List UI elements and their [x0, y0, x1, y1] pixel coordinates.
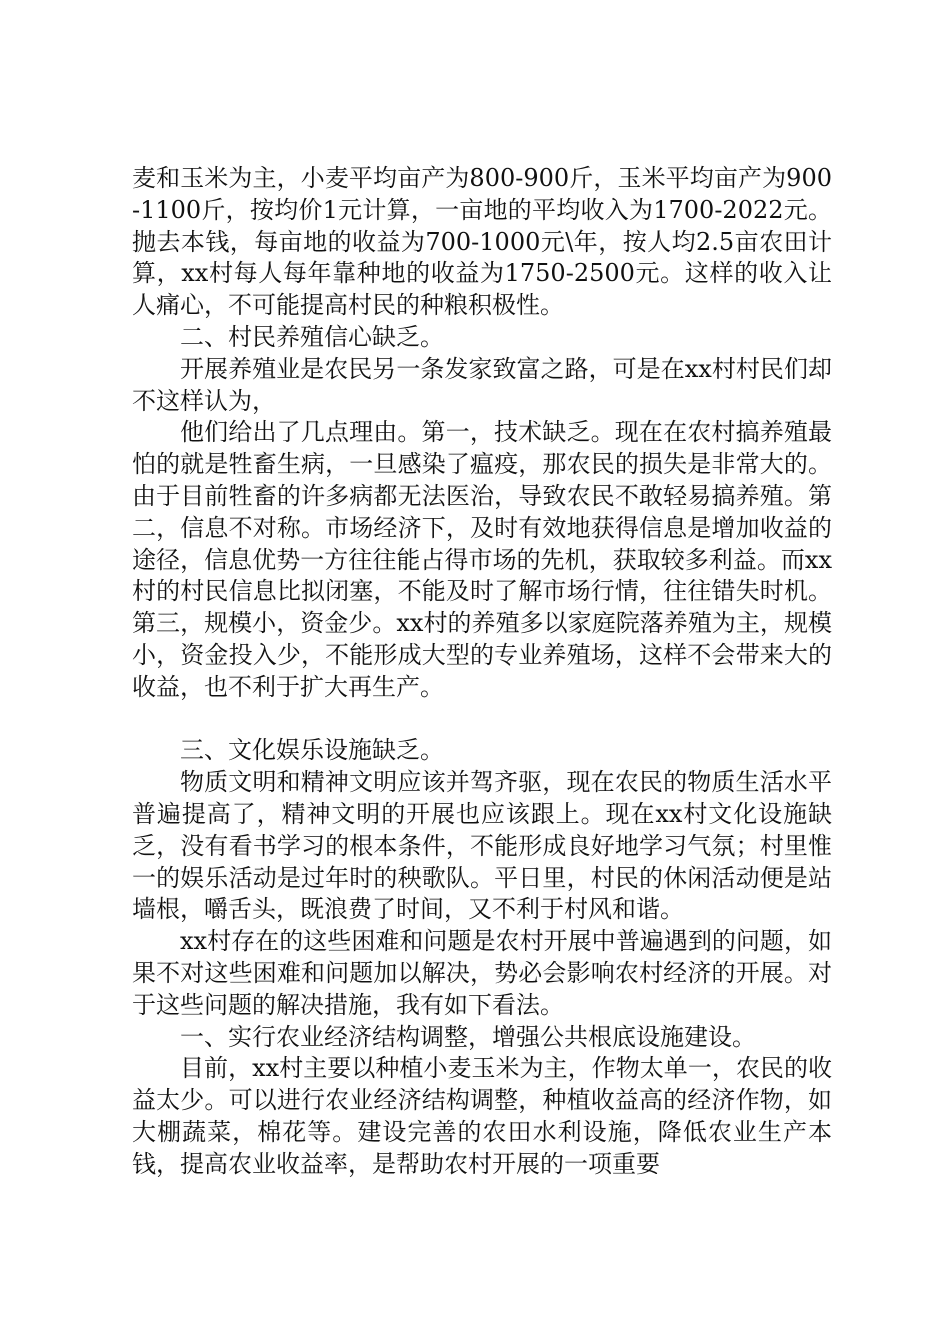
paragraph-breeding-reasons: 他们给出了几点理由。第一，技术缺乏。现在在农村搞养殖最怕的就是牲畜生病，一旦感染了瘟疫，那农民的损失是非常大的。由于目前牲畜的许多病都无法医治，导致农民不敢轻易搞养殖。第二，信息不对称。市场经济下，及时有效地获得信息是增加收益的途径，信息优势一方往往能占得市场的先机，获取较多利益。而xx村的村民信息比拟闭塞，不能及时了解市场行情，往往错失时机。第三，规模小，资金少。xx村的养殖多以家庭院落养殖为主，规模小，资金投入少，不能形成大型的专业养殖场，这样不会带来大的收益，也不利于扩大再生产。: [132, 418, 832, 701]
paragraph-breeding-intro: 开展养殖业是农民另一条发家致富之路，可是在xx村村民们却不这样认为，: [132, 354, 832, 415]
heading-section-3-culture: 三、文化娱乐设施缺乏。: [180, 736, 444, 765]
blank-line: [132, 704, 832, 736]
heading-section-2-breeding: 二、村民养殖信心缺乏。: [180, 322, 444, 351]
paragraph-problems-summary: xx村存在的这些困难和问题是农村开展中普遍遇到的问题，如果不对这些困难和问题加以解决，势必会影响农村经济的开展。对于这些问题的解决措施，我有如下看法。: [132, 927, 832, 1019]
document-page: [132, 163, 832, 1181]
heading-measure-1: 一、实行农业经济结构调整，增强公共根底设施建设。: [180, 1022, 756, 1051]
paragraph-continuation-farming-income: 麦和玉米为主，小麦平均亩产为800-900斤，玉米平均亩产为900-1100斤，按均价1元计算，一亩地的平均收入为1700-2022元。抛去本钱，每亩地的收益为700-1000元\年，按人均2.5亩农田计算，xx村每人每年靠种地的收益为1750-2500元。这样的收入让人痛心，不可能提高村民的种粮积极性。: [132, 164, 832, 320]
paragraph-structure-adjustment: 目前，xx村主要以种植小麦玉米为主，作物太单一，农民的收益太少。可以进行农业经济结构调整，种植收益高的经济作物，如大棚蔬菜，棉花等。建设完善的农田水利设施，降低农业生产本钱，提高农业收益率，是帮助农村开展的一项重要: [132, 1054, 832, 1178]
paragraph-culture-facilities: 物质文明和精神文明应该并驾齐驱，现在农民的物质生活水平普遍提高了，精神文明的开展也应该跟上。现在xx村文化设施缺乏，没有看书学习的根本条件，不能形成良好地学习气氛；村里惟一的娱乐活动是过年时的秧歌队。平日里，村民的休闲活动便是站墙根，嚼舌头，既浪费了时间，又不利于村风和谐。: [132, 768, 832, 924]
